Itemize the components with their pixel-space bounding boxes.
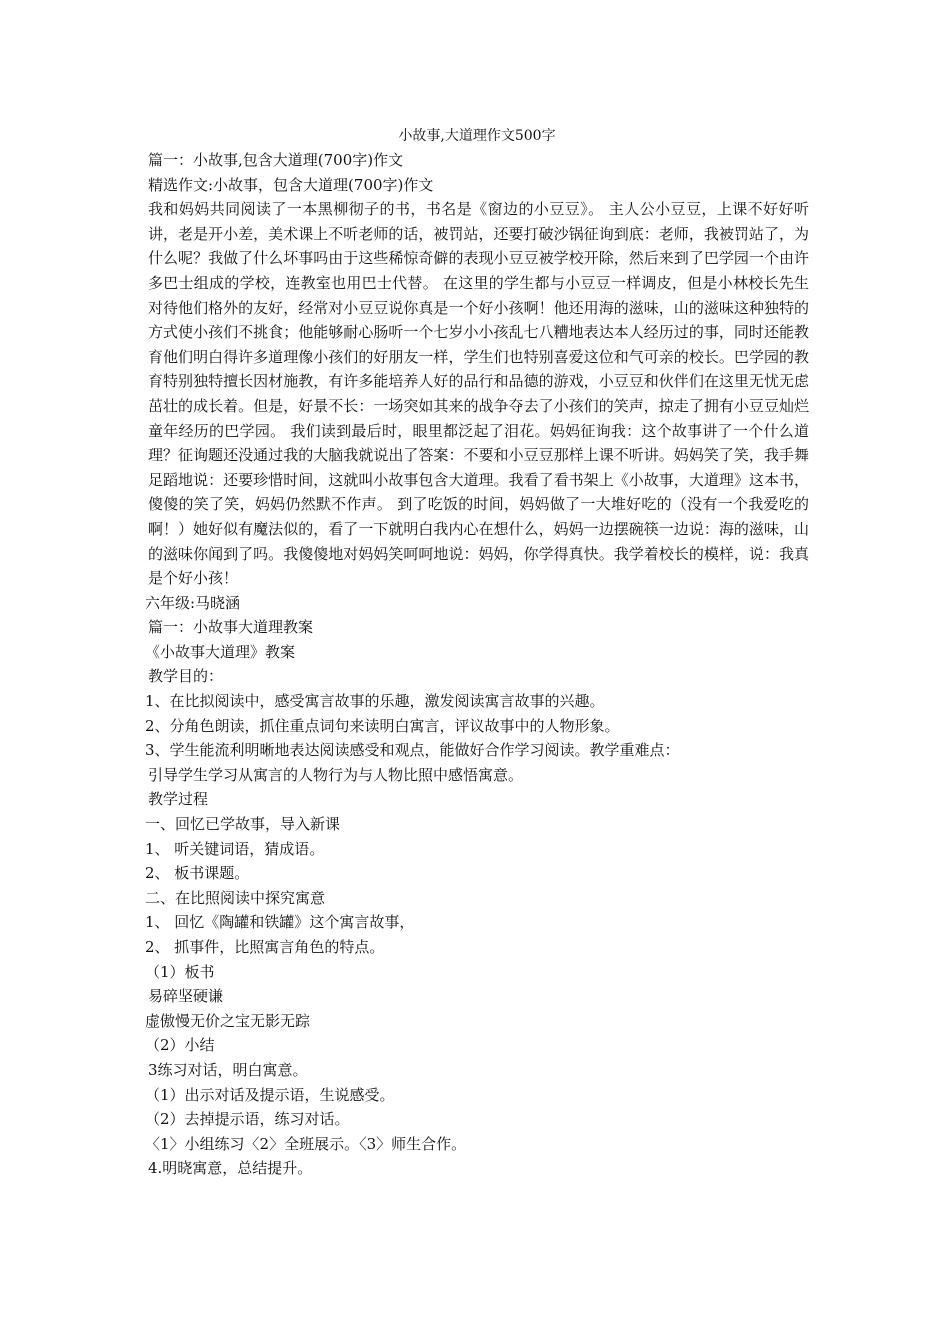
teaching-goals-heading: 教学目的：: [148, 667, 224, 686]
section-heading-lesson-plan: 篇一：小故事大道理教案: [148, 618, 314, 637]
process-step-3-2: （2）去掉提示语，练习对话。: [145, 1110, 350, 1129]
key-point-text: 引导学生学习从寓言的人物行为与人物比照中感悟寓意。: [148, 765, 524, 784]
board-line-1: 易碎坚硬谦: [148, 987, 224, 1006]
section-heading-part1: 篇一：小故事,包含大道理(700字)作文: [148, 151, 404, 169]
process-step-3-3: 〈1〉小组练习〈2〉全班展示。〈3〉师生合作。: [145, 1134, 467, 1153]
summary-heading: （2）小结: [145, 1036, 215, 1055]
board-heading: （1）板书: [145, 962, 215, 981]
process-step-1: 一、回忆已学故事，导入新课: [145, 815, 341, 834]
essay-paragraph: 我和妈妈共同阅读了一本黑柳彻子的书，书名是《窗边的小豆豆》。 主人公小豆豆，上课不好好听讲，老是开小差，美术课上不听老师的话，被罚站，还要打破沙锅征询到底：老师，我被罚站了，为什么呢？我做了什么坏事吗由于这些稀惊奇僻的表现小豆豆被学校开除，然后来到了巴学园一个由许多巴士组成的学校，连教室也用巴士代替。 在这里的学生都与小豆豆一样调皮，但是小林校长先生对待他们格外的友好，经常对小豆豆说你真是一个好小孩啊！他还用海的滋味，山的滋味这种独特的方式使小孩们不挑食；他能够耐心肠听一个七岁小小孩乱七八糟地表达本人经历过的事，同时还能教育他们明白得许多道理像小孩们的好朋友一样，学生们也特别喜爱这位和气可亲的校长。巴学园的教育特别独特擅长因材施教，有许多能培养人好的品行和品德的游戏，小豆豆和伙伴们在这里无忧无虑茁壮的成长着。但是，好景不长：一场突如其来的战争夺去了小孩们的笑声，掠走了拥有小豆豆灿烂童年经历的巴学园。 我们读到最后时，眼里都泛起了泪花。妈妈征询我：这个故事讲了一个什么道理？征询题还没通过我的大脑我就说出了答案：不要和小豆豆那样上课不听讲。妈妈笑了笑，我手舞足蹈地说：还要珍惜时间，这就叫小故事包含大道理。我看了看书架上《小故事，大道理》这本书，傻傻的笑了笑，妈妈仍然默不作声。 到了吃饭的时间，妈妈做了一大堆好吃的（没有一个我爱吃的啊！）她好似有魔法似的，看了一下就明白我内心在想什么，妈妈一边摆碗筷一边说：海的滋味，山的滋味你闻到了吗。我傻傻地对妈妈笑呵呵地说：妈妈，你学得真快。我学着校长的模样，说：我真是个好小孩！: [148, 200, 809, 588]
process-step-3: 3练习对话，明白寓意。: [148, 1060, 308, 1079]
process-step-2-1: 1、 回忆《陶罐和铁罐》这个寓言故事，: [145, 913, 415, 932]
process-step-4: 4.明晓寓意，总结提升。: [148, 1159, 313, 1178]
process-step-1-1: 1、 听关键词语，猜成语。: [145, 839, 325, 858]
teaching-goal-1: 1、在比拟阅读中，感受寓言故事的乐趣，激发阅读寓言故事的兴趣。: [145, 692, 605, 711]
teaching-goal-2: 2、分角色朗读，抓住重点词句来读明白寓言，评议故事中的人物形象。: [145, 716, 620, 735]
essay-author: 六年级:马晓涵: [145, 593, 241, 612]
process-step-3-1: （1）出示对话及提示语，生说感受。: [145, 1085, 395, 1104]
process-step-2: 二、在比照阅读中探究寓意: [145, 888, 326, 907]
process-step-2-2: 2、 抓事件，比照寓言角色的特点。: [145, 938, 385, 956]
lesson-plan-title: 《小故事大道理》教案: [145, 642, 296, 661]
teaching-goal-3: 3、学生能流利明晰地表达阅读感受和观点，能做好合作学习阅读。教学重难点：: [145, 741, 680, 760]
document-page: [145, 124, 809, 1181]
board-line-2: 虚傲慢无价之宝无影无踪: [145, 1011, 311, 1030]
document-title: 小故事,大道理作文500字: [398, 128, 556, 144]
selected-essay-heading: 精选作文:小故事，包含大道理(700字)作文: [148, 175, 434, 194]
process-step-1-2: 2、 板书课题。: [145, 864, 250, 883]
teaching-process-heading: 教学过程: [148, 790, 209, 809]
